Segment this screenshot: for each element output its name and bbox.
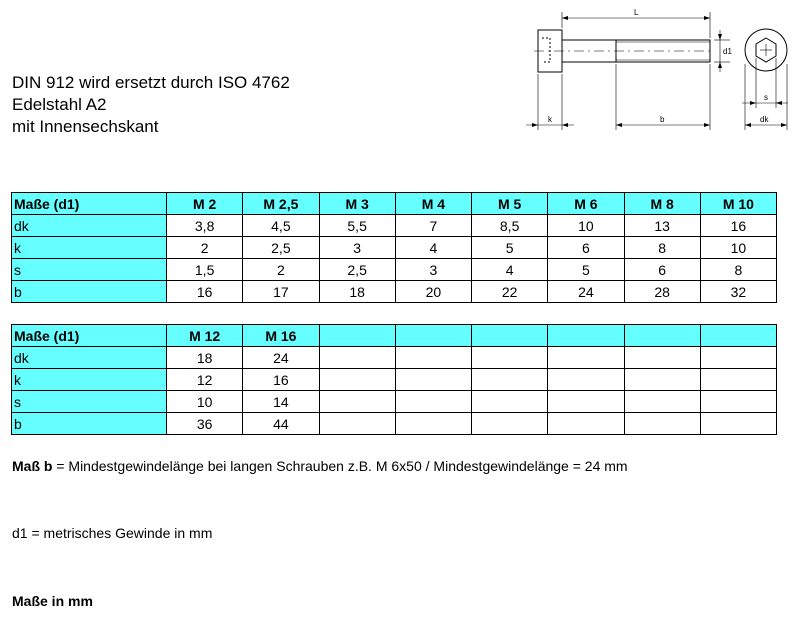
table-cell: 5 — [548, 259, 624, 281]
table-cell — [548, 391, 624, 413]
heading-line-1: DIN 912 wird ersetzt durch ISO 4762 — [12, 73, 290, 92]
header-cell — [395, 325, 471, 347]
table-row — [12, 347, 777, 369]
table-cell — [548, 413, 624, 435]
table-header-row — [12, 193, 777, 215]
header-cell: M 8 — [624, 193, 700, 215]
table-cell: 17 — [243, 281, 319, 303]
dim-label-d1: d1 — [723, 47, 732, 56]
table-header-row — [12, 325, 777, 347]
table-row — [12, 215, 777, 237]
table-cell — [319, 391, 395, 413]
header-cell: M 5 — [472, 193, 548, 215]
table-cell: 10 — [700, 237, 776, 259]
table-cell — [395, 391, 471, 413]
header-cell — [319, 325, 395, 347]
table-cell — [319, 413, 395, 435]
header-cell: Maße (d1) — [12, 325, 167, 347]
table-cell: 16 — [243, 369, 319, 391]
table-cell: 2 — [243, 259, 319, 281]
table-cell: 2,5 — [243, 237, 319, 259]
table-cell: 32 — [700, 281, 776, 303]
table-cell: 2 — [167, 237, 243, 259]
table-cell — [700, 391, 776, 413]
table-cell — [548, 369, 624, 391]
table-cell — [472, 413, 548, 435]
table-cell: 20 — [395, 281, 471, 303]
table-cell: 18 — [319, 281, 395, 303]
table-cell — [472, 369, 548, 391]
table-cell: 4 — [395, 237, 471, 259]
dimensions-table-1 — [11, 192, 777, 303]
table-cell: 10 — [548, 215, 624, 237]
table-cell: 8 — [700, 259, 776, 281]
table-cell: 36 — [167, 413, 243, 435]
table-cell: 12 — [167, 369, 243, 391]
table-row — [12, 281, 777, 303]
table-cell: 44 — [243, 413, 319, 435]
table-cell: 6 — [624, 259, 700, 281]
header-cell: M 10 — [700, 193, 776, 215]
row-label-cell: s — [12, 259, 167, 281]
header-cell: Maße (d1) — [12, 193, 167, 215]
table-cell: 2,5 — [319, 259, 395, 281]
table-cell — [700, 347, 776, 369]
row-label-cell: k — [12, 237, 167, 259]
table-cell: 3 — [319, 237, 395, 259]
table-row — [12, 369, 777, 391]
header-cell — [624, 325, 700, 347]
table-cell: 8,5 — [472, 215, 548, 237]
dim-label-b: b — [660, 115, 665, 124]
dimensions-table-2 — [11, 324, 777, 435]
note-mass-b-text: = Mindestgewindelänge bei langen Schrauben z.B. M 6x50 / Mindestgewindelänge = 24 mm — [52, 458, 628, 474]
header-cell: M 2 — [167, 193, 243, 215]
table-cell: 6 — [548, 237, 624, 259]
table-cell — [624, 369, 700, 391]
table-cell: 13 — [624, 215, 700, 237]
table-row — [12, 237, 777, 259]
table-cell: 16 — [167, 281, 243, 303]
table-cell: 3 — [395, 259, 471, 281]
row-label-cell: dk — [12, 347, 167, 369]
header-cell: M 2,5 — [243, 193, 319, 215]
table-cell: 3,8 — [167, 215, 243, 237]
table-cell — [319, 347, 395, 369]
table-cell: 5,5 — [319, 215, 395, 237]
header-cell: M 16 — [243, 325, 319, 347]
table-cell — [624, 413, 700, 435]
note-mass-b-label: Maß b — [12, 458, 53, 474]
table-cell — [395, 347, 471, 369]
table-cell: 1,5 — [167, 259, 243, 281]
table-cell: 10 — [167, 391, 243, 413]
table-cell: 18 — [167, 347, 243, 369]
table-cell: 8 — [624, 237, 700, 259]
table-cell: 28 — [624, 281, 700, 303]
dim-label-L: L — [634, 8, 639, 17]
note-mass-b — [12, 458, 628, 474]
header-cell: M 12 — [167, 325, 243, 347]
dim-label-k: k — [548, 115, 552, 124]
table-cell: 22 — [472, 281, 548, 303]
table-row — [12, 259, 777, 281]
row-label-cell: s — [12, 391, 167, 413]
header-cell: M 3 — [319, 193, 395, 215]
table-cell — [624, 391, 700, 413]
table-cell — [624, 347, 700, 369]
table-cell — [472, 347, 548, 369]
note-d1: d1 = metrisches Gewinde in mm — [12, 525, 213, 541]
table-cell — [548, 347, 624, 369]
table-cell — [395, 413, 471, 435]
heading-line-2: Edelstahl A2 — [12, 95, 107, 114]
row-label-cell: k — [12, 369, 167, 391]
row-label-cell: b — [12, 413, 167, 435]
header-cell — [472, 325, 548, 347]
dim-label-dk: dk — [760, 115, 769, 124]
header-cell: M 4 — [395, 193, 471, 215]
header-cell — [548, 325, 624, 347]
table-cell: 5 — [472, 237, 548, 259]
table-cell: 24 — [243, 347, 319, 369]
heading-line-3: mit Innensechskant — [12, 117, 159, 136]
row-label-cell: dk — [12, 215, 167, 237]
table-cell — [472, 391, 548, 413]
screw-drawing — [520, 4, 790, 134]
note-units: Maße in mm — [12, 593, 93, 609]
table-row — [12, 413, 777, 435]
header-cell: M 6 — [548, 193, 624, 215]
table-cell: 16 — [700, 215, 776, 237]
row-label-cell: b — [12, 281, 167, 303]
header-cell — [700, 325, 776, 347]
table-cell — [319, 369, 395, 391]
dim-label-s: s — [764, 93, 768, 102]
table-cell: 4,5 — [243, 215, 319, 237]
table-cell: 7 — [395, 215, 471, 237]
table-cell — [700, 413, 776, 435]
table-cell — [395, 369, 471, 391]
table-cell — [700, 369, 776, 391]
table-cell: 4 — [472, 259, 548, 281]
table-cell: 24 — [548, 281, 624, 303]
table-row — [12, 391, 777, 413]
table-cell: 14 — [243, 391, 319, 413]
heading — [12, 72, 290, 138]
